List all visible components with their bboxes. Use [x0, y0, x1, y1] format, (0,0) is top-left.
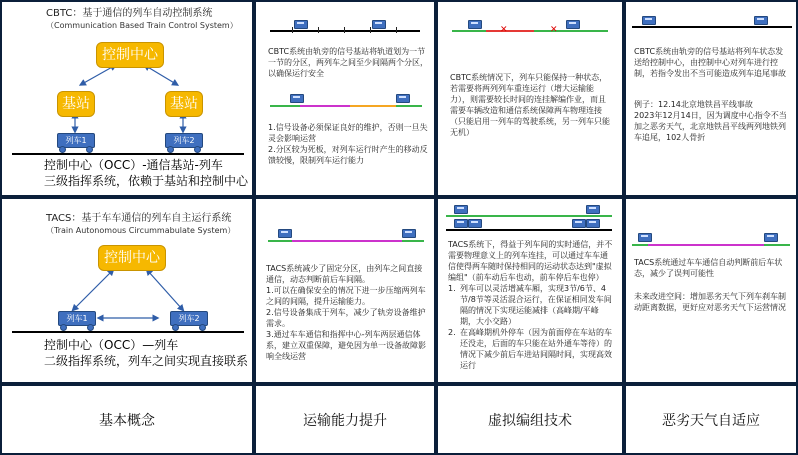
- cbtc-summary-2: 三级指挥系统，依赖于基站和控制中心: [44, 174, 249, 188]
- track-segment-green: [632, 244, 648, 246]
- train-icon: [290, 94, 304, 103]
- tacs-concept-panel: [2, 199, 252, 382]
- cbtc-capacity-points: [268, 122, 428, 166]
- tacs-title: TACS：基于车车通信的列车自主运行系统: [46, 213, 232, 224]
- tacs-weather-panel: [626, 199, 796, 382]
- wheel-icon: [59, 146, 66, 153]
- wheel-icon: [87, 324, 94, 331]
- cbtc-weather-example-title: 例子：12.14北京地铁昌平线事故: [634, 100, 753, 109]
- cbtc-weather-text: CBTC系统由轨旁的信号基站将列车状态发送给控制中心，由控制中心对列车进行控制，若指令发出不当可能造成列车追尾事故: [634, 47, 786, 78]
- train-icon: [454, 219, 468, 228]
- footer-virtual-coupling: 虚拟编组技术: [438, 386, 622, 453]
- track-segment-orange: [350, 105, 396, 107]
- cbtc-title: CBTC：基于通信的列车自动控制系统: [46, 8, 213, 19]
- track-segment-magenta: [292, 240, 402, 242]
- tacs-capacity-intro: TACS系统减少了固定分区，由列车之间直接通信，动态判断前后车间隔。: [266, 264, 423, 284]
- cbtc-concept-panel: [2, 2, 252, 195]
- train-icon: [586, 219, 600, 228]
- train-icon: [754, 16, 768, 25]
- tacs-capacity-point-1: 1.可以在确保安全的情况下进一步压缩两列车之间的间隔，提升运输能力。: [266, 286, 426, 306]
- train-icon: [638, 233, 652, 242]
- track-segment-green: [764, 244, 790, 246]
- tacs-capacity-point-3: 3.通过车车通信和指挥中心-列车两层通信体系，建立双重保障，避免因为单一设备故障影响全线运营: [266, 330, 426, 361]
- track-segment-green: [268, 240, 292, 242]
- cbtc-summary-1: 控制中心（OCC）-通信基站-列车: [44, 158, 223, 172]
- tacs-capacity-panel: [256, 199, 434, 382]
- track-segment-green: [396, 105, 422, 107]
- wheel-icon: [199, 324, 206, 331]
- cbtc-capacity-intro: CBTC系统由轨旁的信号基站将轨道划为一节一节的分区，两列车之间至少间隔两个分区，以确保运行安全: [268, 47, 428, 78]
- train-icon: [278, 229, 292, 238]
- tacs-virtual-point-1: 1. 列车可以灵活增减车厢，实现3节/6节、4节/8节等灵活混合运行，在保证相同发车间隔的情况下实现运能减排（高峰期/平峰期，大小交路）: [448, 284, 612, 326]
- tacs-capacity-text: [266, 263, 428, 362]
- train-icon: [764, 233, 778, 242]
- tacs-virtual-point-2: 2. 在高峰期机外停车（因为前面停在车站的车还没走，后面的车只能在站外通车等待）的情况下减少前后车进站间隔时间，实现高效运行: [448, 328, 612, 370]
- cbtc-weather-example: [634, 99, 790, 143]
- train-icon: 列车1: [57, 133, 95, 148]
- cbtc-base-right: 基站: [165, 91, 203, 117]
- train-icon: [454, 205, 468, 214]
- cbtc-weather-panel: [626, 2, 796, 195]
- tacs-capacity-point-2: 2.信号设备集成于列车，减少了轨旁设备维护需求。: [266, 308, 426, 328]
- track-line: [446, 229, 612, 231]
- track-segment-green: [452, 30, 486, 32]
- tacs-summary-2: 二级指挥系统，列车之间实现直接联系: [44, 354, 249, 368]
- train-icon: [642, 16, 656, 25]
- train-icon: [396, 94, 410, 103]
- footer-capacity: 运输能力提升: [256, 386, 434, 453]
- train-icon: [402, 229, 416, 238]
- tacs-control-center: 控制中心: [98, 245, 166, 271]
- wheel-icon: [86, 146, 93, 153]
- train-icon: [468, 20, 482, 29]
- cbtc-base-left: 基站: [57, 91, 95, 117]
- tacs-virtual-intro: TACS系统下，得益于列车间的实时通信，并不需要物理意义上的列车连挂，可以通过车车通信使得两车随时保持相同的运动状态达到"虚拟编组"（前车动后车也动，前车停后车也停）: [448, 240, 613, 282]
- cbtc-capacity-panel: [256, 2, 434, 195]
- cbtc-weather-example-body: 2023年12月14日，因为调度中心指令不当加之恶劣天气，北京地铁昌平线两列地铁列车追尾，102人骨折: [634, 111, 787, 142]
- track-segment-green: [446, 215, 612, 217]
- train-icon: [572, 219, 586, 228]
- block-divider: [318, 27, 319, 33]
- tacs-weather-text: TACS系统通过车车通信自动判断前后车状态，减少了误判可能性: [634, 258, 783, 278]
- track-segment-red: [486, 30, 534, 32]
- cbtc-capacity-point-1: 1.信号设备必须保证良好的维护，否则一旦失灵会影响运营: [268, 123, 428, 143]
- block-divider: [396, 27, 397, 33]
- block-divider: [370, 27, 371, 33]
- cbtc-virtual-panel: [438, 2, 622, 195]
- track-segment-magenta: [300, 105, 350, 107]
- cbtc-subtitle: （Communication Based Train Control System）: [46, 21, 238, 30]
- train-icon: 列车1: [58, 311, 96, 326]
- train-icon: [566, 20, 580, 29]
- train-icon: [586, 205, 600, 214]
- tacs-virtual-text: [448, 239, 614, 371]
- train-icon: 列车2: [165, 133, 203, 148]
- track-segment-green: [566, 30, 608, 32]
- train-icon: 列车2: [170, 311, 208, 326]
- track-line: [632, 26, 792, 28]
- train-icon: [294, 20, 308, 29]
- tacs-subtitle: （Train Autonomous Circummabulate System）: [46, 226, 236, 235]
- track-line: [12, 331, 244, 333]
- tacs-virtual-panel: [438, 199, 622, 382]
- x-mark-icon: ✕: [500, 25, 508, 35]
- wheel-icon: [60, 324, 67, 331]
- wheel-icon: [167, 146, 174, 153]
- wheel-icon: [172, 324, 179, 331]
- track-segment-green: [270, 105, 300, 107]
- footer-weather: 恶劣天气自适应: [626, 386, 796, 453]
- track-segment-green: [402, 240, 424, 242]
- tacs-summary-1: 控制中心（OCC）—列车: [44, 338, 179, 352]
- train-icon: [372, 20, 386, 29]
- x-mark-icon: ✕: [550, 25, 558, 35]
- cbtc-control-center: 控制中心: [96, 42, 164, 68]
- cbtc-virtual-text: CBTC系统情况下，列车只能保持一种状态，若需要将两列列车重连运行（增大运输能力），则需要较长时间的连挂解编作业，而且需要车辆改造和通信系统保障两车物理连接（只能启用一列车的驾驶系统，另一列车只能无机）: [450, 73, 610, 137]
- block-divider: [292, 27, 293, 33]
- wheel-icon: [194, 146, 201, 153]
- track-segment-magenta: [648, 244, 764, 246]
- train-icon: [468, 219, 482, 228]
- tacs-weather-future: 未来改进空间：增加恶劣天气下列车刹车制动距离数据，更好应对恶劣天气下运营情况: [634, 292, 786, 312]
- footer-basic-concept: 基本概念: [2, 386, 252, 453]
- block-divider: [344, 27, 345, 33]
- track-line: [12, 153, 244, 155]
- cbtc-capacity-point-2: 2.分区较为死板，对列车运行时产生的移动反馈较慢，限制列车运行能力: [268, 145, 428, 165]
